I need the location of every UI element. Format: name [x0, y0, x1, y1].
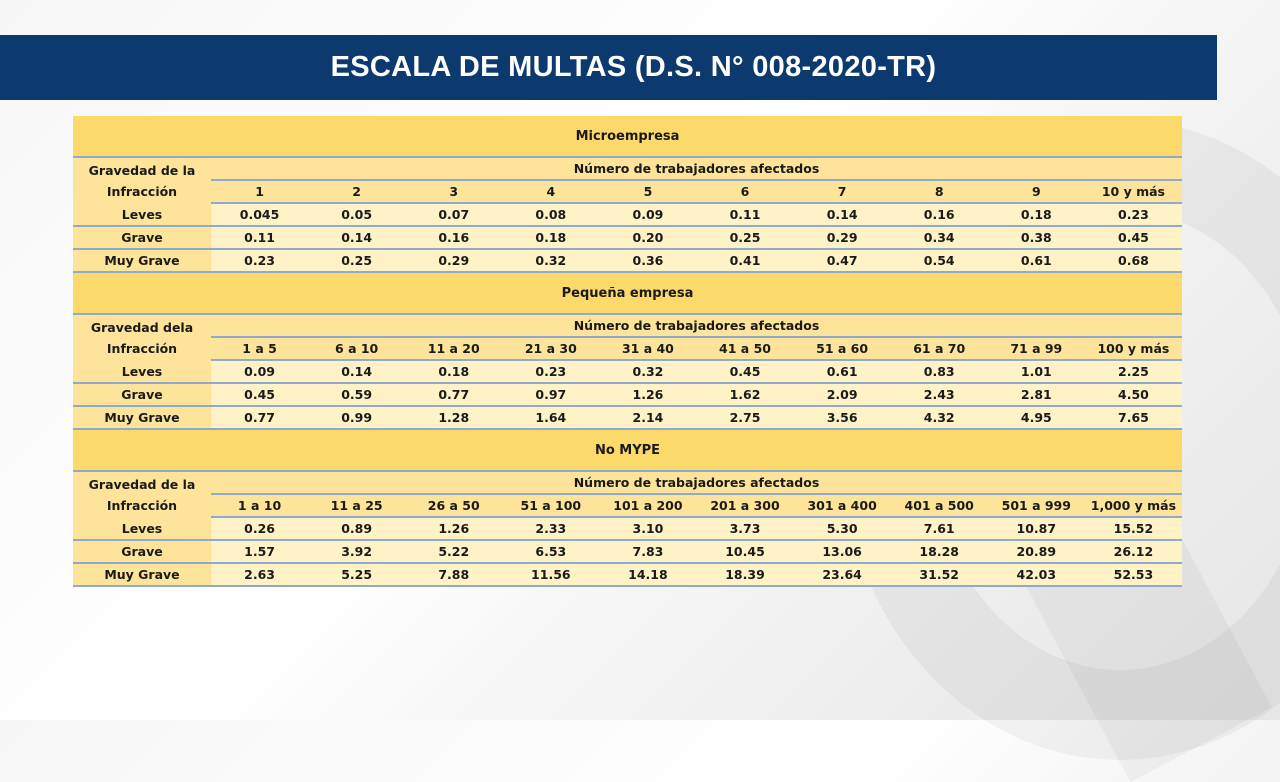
fine-value-cell: 2.43	[891, 383, 988, 406]
table-row	[73, 203, 1182, 226]
fine-value-cell: 2.25	[1085, 360, 1182, 383]
column-header: 10 y más	[1085, 180, 1182, 203]
fine-value-cell: 0.97	[502, 383, 599, 406]
severity-label: Grave	[73, 226, 211, 249]
fine-value-cell: 0.11	[696, 203, 793, 226]
fines-table-container	[73, 116, 1182, 587]
fine-value-cell: 0.77	[405, 383, 502, 406]
fine-value-cell: 1.62	[696, 383, 793, 406]
column-header: 11 a 25	[308, 494, 405, 517]
fine-value-cell: 0.41	[696, 249, 793, 272]
fine-value-cell: 0.07	[405, 203, 502, 226]
column-header: 9	[988, 180, 1085, 203]
gravity-header	[73, 157, 211, 203]
severity-label: Leves	[73, 203, 211, 226]
fine-value-cell: 5.30	[794, 517, 891, 540]
fine-value-cell: 0.83	[891, 360, 988, 383]
fine-value-cell: 1.26	[405, 517, 502, 540]
fine-value-cell: 26.12	[1085, 540, 1182, 563]
title-banner	[0, 35, 1217, 100]
gravity-header-line2: Infracción	[106, 340, 178, 356]
column-header: 101 a 200	[599, 494, 696, 517]
column-header: 6 a 10	[308, 337, 405, 360]
column-header: 201 a 300	[696, 494, 793, 517]
gravity-header-line1: Gravedad de la	[88, 162, 196, 178]
column-header: 21 a 30	[502, 337, 599, 360]
section-header-row	[73, 471, 1182, 494]
fine-value-cell: 0.29	[794, 226, 891, 249]
fine-value-cell: 7.83	[599, 540, 696, 563]
column-header: 1,000 y más	[1085, 494, 1182, 517]
fine-value-cell: 23.64	[794, 563, 891, 586]
fine-value-cell: 0.20	[599, 226, 696, 249]
fine-value-cell: 0.29	[405, 249, 502, 272]
fine-value-cell: 0.68	[1085, 249, 1182, 272]
table-row	[73, 540, 1182, 563]
section-header-row	[73, 157, 1182, 180]
fine-value-cell: 0.23	[1085, 203, 1182, 226]
fine-value-cell: 10.87	[988, 517, 1085, 540]
workers-affected-header: Número de trabajadores afectados	[211, 471, 1182, 494]
table-row	[73, 383, 1182, 406]
fine-value-cell: 0.23	[211, 249, 308, 272]
fine-value-cell: 2.09	[794, 383, 891, 406]
fine-value-cell: 0.32	[599, 360, 696, 383]
section-title: Microempresa	[73, 116, 1182, 157]
column-header: 6	[696, 180, 793, 203]
column-header: 7	[794, 180, 891, 203]
gravity-header	[73, 471, 211, 517]
fine-value-cell: 0.23	[502, 360, 599, 383]
severity-label: Leves	[73, 517, 211, 540]
column-header: 51 a 60	[794, 337, 891, 360]
fine-value-cell: 0.34	[891, 226, 988, 249]
column-header: 8	[891, 180, 988, 203]
section-title: No MYPE	[73, 429, 1182, 471]
column-header: 1	[211, 180, 308, 203]
fine-value-cell: 0.14	[308, 360, 405, 383]
section-title-row	[73, 429, 1182, 471]
fine-value-cell: 0.38	[988, 226, 1085, 249]
column-header: 501 a 999	[988, 494, 1085, 517]
table-row	[73, 360, 1182, 383]
fine-value-cell: 0.08	[502, 203, 599, 226]
column-header: 51 a 100	[502, 494, 599, 517]
column-header: 100 y más	[1085, 337, 1182, 360]
fine-value-cell: 52.53	[1085, 563, 1182, 586]
column-header: 2	[308, 180, 405, 203]
fine-value-cell: 7.65	[1085, 406, 1182, 429]
fine-value-cell: 0.26	[211, 517, 308, 540]
fine-value-cell: 0.25	[696, 226, 793, 249]
fine-value-cell: 0.18	[502, 226, 599, 249]
fine-value-cell: 2.33	[502, 517, 599, 540]
column-header: 4	[502, 180, 599, 203]
fine-value-cell: 18.39	[696, 563, 793, 586]
fine-value-cell: 0.54	[891, 249, 988, 272]
fine-value-cell: 0.61	[988, 249, 1085, 272]
fine-value-cell: 6.53	[502, 540, 599, 563]
fine-value-cell: 2.75	[696, 406, 793, 429]
fine-value-cell: 0.47	[794, 249, 891, 272]
gravity-header-line1: Gravedad dela	[90, 319, 194, 335]
fine-value-cell: 0.09	[599, 203, 696, 226]
fine-value-cell: 0.45	[696, 360, 793, 383]
column-header: 1 a 10	[211, 494, 308, 517]
fine-value-cell: 2.81	[988, 383, 1085, 406]
fine-value-cell: 20.89	[988, 540, 1085, 563]
fine-value-cell: 4.95	[988, 406, 1085, 429]
fine-value-cell: 42.03	[988, 563, 1085, 586]
fine-value-cell: 0.61	[794, 360, 891, 383]
gravity-header-line2: Infracción	[106, 183, 178, 199]
table-row	[73, 249, 1182, 272]
column-header: 3	[405, 180, 502, 203]
column-header: 26 a 50	[405, 494, 502, 517]
column-header: 61 a 70	[891, 337, 988, 360]
severity-label: Muy Grave	[73, 249, 211, 272]
fine-value-cell: 5.22	[405, 540, 502, 563]
fine-value-cell: 0.32	[502, 249, 599, 272]
section-title-row	[73, 272, 1182, 314]
fine-value-cell: 0.14	[794, 203, 891, 226]
fine-value-cell: 0.59	[308, 383, 405, 406]
fine-value-cell: 5.25	[308, 563, 405, 586]
table-row	[73, 406, 1182, 429]
fine-value-cell: 1.64	[502, 406, 599, 429]
fine-value-cell: 15.52	[1085, 517, 1182, 540]
fine-value-cell: 0.89	[308, 517, 405, 540]
column-header: 301 a 400	[794, 494, 891, 517]
fine-value-cell: 3.92	[308, 540, 405, 563]
gravity-header	[73, 314, 211, 360]
fine-value-cell: 0.45	[1085, 226, 1182, 249]
fine-value-cell: 2.63	[211, 563, 308, 586]
fine-value-cell: 0.11	[211, 226, 308, 249]
severity-label: Muy Grave	[73, 563, 211, 586]
fine-value-cell: 7.88	[405, 563, 502, 586]
fine-value-cell: 0.99	[308, 406, 405, 429]
fine-value-cell: 11.56	[502, 563, 599, 586]
fine-value-cell: 2.14	[599, 406, 696, 429]
fine-value-cell: 14.18	[599, 563, 696, 586]
fine-value-cell: 3.10	[599, 517, 696, 540]
fine-value-cell: 3.73	[696, 517, 793, 540]
fine-value-cell: 0.16	[891, 203, 988, 226]
column-header: 11 a 20	[405, 337, 502, 360]
column-header-row	[73, 494, 1182, 517]
fine-value-cell: 0.09	[211, 360, 308, 383]
column-header-row	[73, 180, 1182, 203]
fine-value-cell: 0.16	[405, 226, 502, 249]
fine-value-cell: 1.01	[988, 360, 1085, 383]
column-header: 401 a 500	[891, 494, 988, 517]
fine-value-cell: 0.18	[988, 203, 1085, 226]
fine-value-cell: 0.36	[599, 249, 696, 272]
fines-table-body	[73, 116, 1182, 586]
fine-value-cell: 1.57	[211, 540, 308, 563]
column-header: 1 a 5	[211, 337, 308, 360]
column-header: 71 a 99	[988, 337, 1085, 360]
gravity-header-line1: Gravedad de la	[88, 476, 196, 492]
page-title: ESCALA DE MULTAS (D.S. N° 008-2020-TR)	[330, 51, 937, 83]
fine-value-cell: 0.045	[211, 203, 308, 226]
workers-affected-header: Número de trabajadores afectados	[211, 157, 1182, 180]
fine-value-cell: 4.32	[891, 406, 988, 429]
fine-value-cell: 18.28	[891, 540, 988, 563]
gravity-header-line2: Infracción	[106, 497, 178, 513]
severity-label: Leves	[73, 360, 211, 383]
severity-label: Grave	[73, 540, 211, 563]
fine-value-cell: 7.61	[891, 517, 988, 540]
fine-value-cell: 0.25	[308, 249, 405, 272]
fine-value-cell: 13.06	[794, 540, 891, 563]
fine-value-cell: 4.50	[1085, 383, 1182, 406]
table-row	[73, 563, 1182, 586]
fine-value-cell: 0.14	[308, 226, 405, 249]
fine-value-cell: 1.26	[599, 383, 696, 406]
fine-value-cell: 0.18	[405, 360, 502, 383]
fine-value-cell: 0.05	[308, 203, 405, 226]
fine-value-cell: 1.28	[405, 406, 502, 429]
fine-value-cell: 10.45	[696, 540, 793, 563]
table-row	[73, 226, 1182, 249]
fine-value-cell: 0.77	[211, 406, 308, 429]
workers-affected-header: Número de trabajadores afectados	[211, 314, 1182, 337]
severity-label: Grave	[73, 383, 211, 406]
table-row	[73, 517, 1182, 540]
column-header: 31 a 40	[599, 337, 696, 360]
fine-value-cell: 3.56	[794, 406, 891, 429]
fine-value-cell: 31.52	[891, 563, 988, 586]
column-header-row	[73, 337, 1182, 360]
section-title: Pequeña empresa	[73, 272, 1182, 314]
severity-label: Muy Grave	[73, 406, 211, 429]
fine-value-cell: 0.45	[211, 383, 308, 406]
column-header: 5	[599, 180, 696, 203]
column-header: 41 a 50	[696, 337, 793, 360]
section-header-row	[73, 314, 1182, 337]
section-title-row	[73, 116, 1182, 157]
fines-table	[73, 116, 1182, 587]
